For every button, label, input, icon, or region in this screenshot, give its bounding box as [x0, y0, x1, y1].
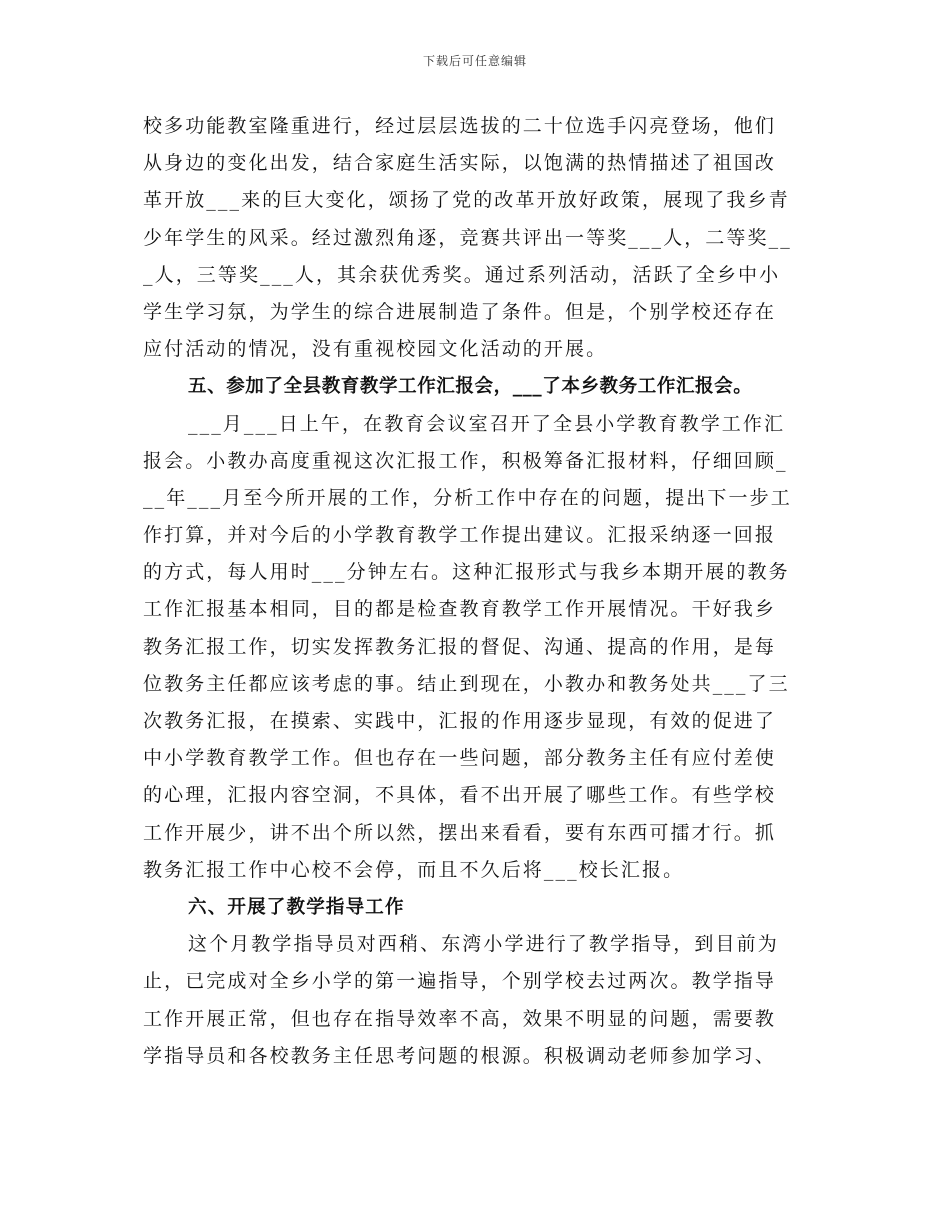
- text-line: 教务汇报工作，切实发挥教务汇报的督促、沟通、提高的作用，是每: [143, 635, 777, 658]
- section-heading: 六、开展了教学指导工作: [188, 896, 405, 918]
- text-line: 中小学教育教学工作。但也存在一些问题，部分教务主任有应付差使: [143, 747, 777, 770]
- text-line: __年___月至今所开展的工作，分析工作中存在的问题，提出下一步工: [143, 486, 792, 509]
- text-line: 次教务汇报，在摸索、实践中，汇报的作用逐步显现，有效的促进了: [143, 710, 777, 732]
- text-line: 位教务主任都应该考虑的事。结止到现在，小教办和教务处共___了三: [143, 672, 790, 695]
- text-line: 工作开展正常，但也存在指导效率不高，效果不明显的问题，需要教: [143, 1007, 777, 1030]
- page-header: 下载后可任意编辑: [422, 54, 527, 68]
- text-line: 学生学习氛，为学生的综合进展制造了条件。但是，个别学校还存在: [143, 300, 777, 323]
- text-line: 少年学生的风采。经过激烈角逐，竞赛共评出一等奖___人，二等奖__: [143, 226, 792, 249]
- text-line: 作打算，并对今后的小学教育教学工作提出建议。汇报采纳逐一回报: [143, 524, 777, 547]
- text-line: 止，已完成对全乡小学的第一遍指导，个别学校去过两次。教学指导: [143, 970, 777, 993]
- text-line: 校多功能教室隆重进行，经过层层选拔的二十位选手闪亮登场，他们: [143, 115, 777, 137]
- text-line: 工作汇报基本相同，目的都是检查教育教学工作开展情况。干好我乡: [143, 598, 777, 621]
- text-line: 从身边的变化出发，结合家庭生活实际，以饱满的热情描述了祖国改: [143, 152, 777, 175]
- text-line: 应付活动的情况，没有重视校园文化活动的开展。: [143, 338, 608, 361]
- text-line: 的心理，汇报内容空洞，不具体，看不出开展了哪些工作。有些学校: [143, 784, 777, 807]
- text-line: 学指导员和各校教务主任思考问题的根源。积极调动老师参加学习、: [143, 1044, 777, 1067]
- document-body: [143, 108, 813, 1075]
- text-line: 报会。小教办高度重视这次汇报工作，积极筹备汇报材料，仔细回顾_: [143, 449, 788, 472]
- section-heading: 五、参加了全县教育教学工作汇报会，___了本乡教务工作汇报会。: [188, 376, 753, 398]
- text-line: 这个月教学指导员对西稍、东湾小学进行了教学指导，到目前为: [188, 933, 779, 956]
- text-line: _人，三等奖___人，其余获优秀奖。通过系列活动，活跃了全乡中小: [143, 263, 781, 286]
- text-line: 教务汇报工作中心校不会停，而且不久后将___校长汇报。: [143, 858, 685, 881]
- text-line: 革开放___来的巨大变化，颂扬了党的改革开放好政策，展现了我乡青: [143, 189, 790, 212]
- text-line: ___月___日上午，在教育会议室召开了全县小学教育教学工作汇: [188, 412, 786, 435]
- text-line: 的方式，每人用时___分钟左右。这种汇报形式与我乡本期开展的教务: [143, 561, 790, 584]
- text-line: 工作开展少，讲不出个所以然，摆出来看看，要有东西可擂才行。抓: [143, 821, 777, 844]
